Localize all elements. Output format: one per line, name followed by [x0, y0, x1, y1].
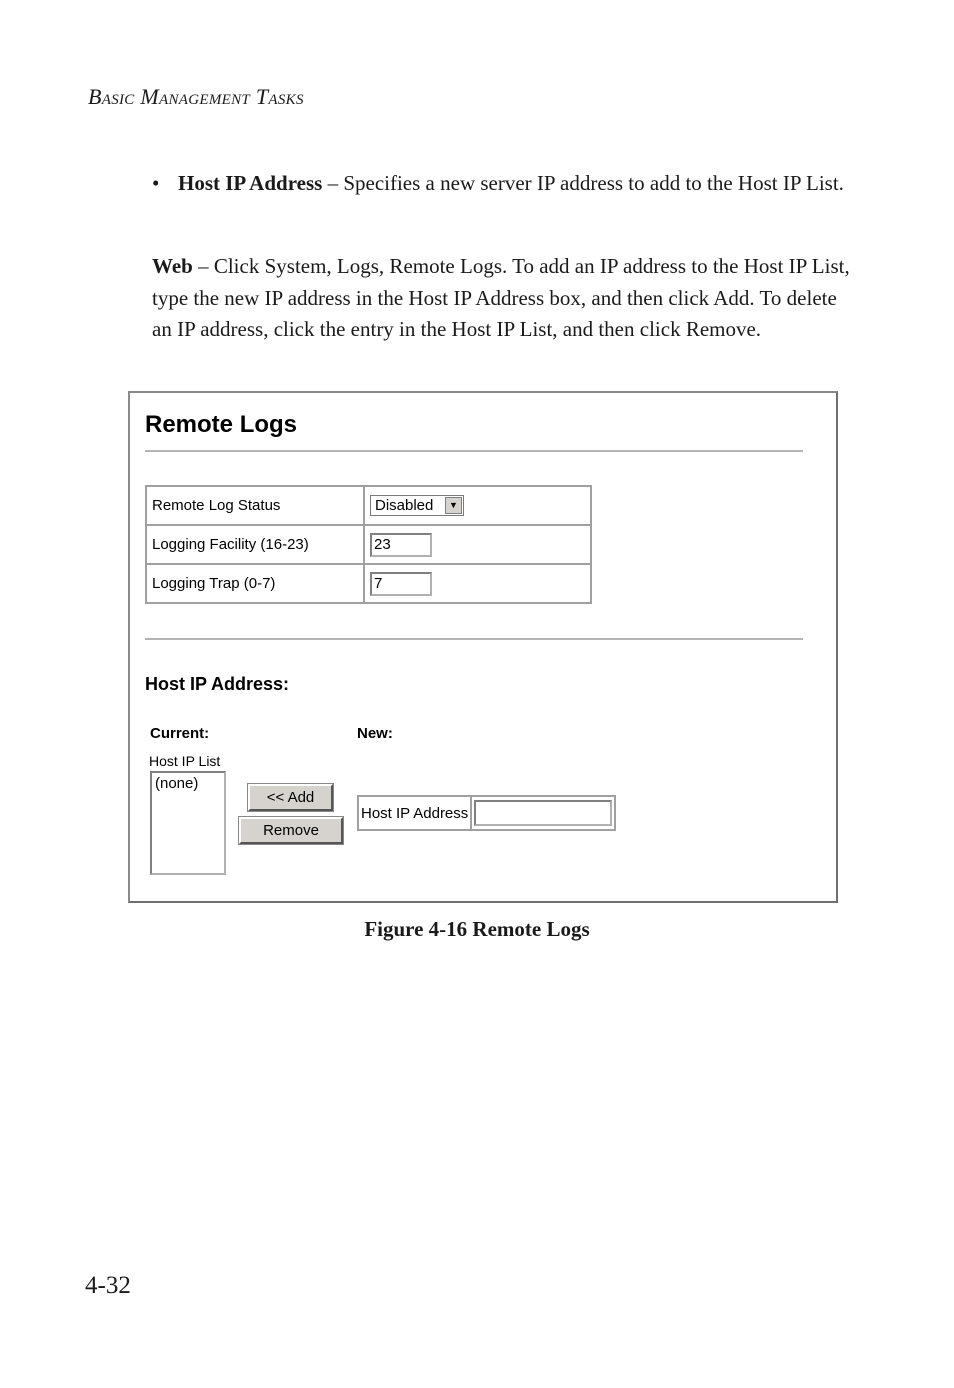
settings-table [145, 485, 592, 604]
host-ip-address-input[interactable] [474, 800, 612, 826]
remote-log-status-cell [364, 486, 591, 525]
logging-facility-label: Logging Facility (16-23) [146, 525, 364, 564]
running-header: Basic Management Tasks [88, 84, 304, 109]
bullet-dot: • [152, 171, 160, 195]
bullet-text [178, 168, 850, 199]
host-ip-list[interactable] [150, 771, 226, 875]
bullet-term: Host IP Address [178, 171, 323, 195]
figure-caption: Figure 4-16 Remote Logs [364, 917, 590, 941]
new-label: New: [357, 725, 393, 742]
host-ip-address-cell [471, 796, 615, 830]
logging-trap-cell [364, 564, 591, 603]
remote-logs-screenshot [128, 391, 838, 903]
host-ip-section-title: Host IP Address: [145, 674, 290, 694]
web-paragraph [152, 251, 852, 346]
host-ip-list-label: Host IP List [149, 753, 221, 769]
remote-log-status-label: Remote Log Status [146, 486, 364, 525]
web-text: – Click System, Logs, Remote Logs. To add an IP address to the Host IP List, type the new IP address in the Host IP Address box, and then click Add. To delete an IP address, click the entry in the Host IP List, and then click Remove. [152, 254, 850, 341]
current-label: Current: [150, 725, 210, 742]
logging-trap-input[interactable]: 7 [370, 572, 432, 596]
logging-trap-label: Logging Trap (0-7) [146, 564, 364, 603]
select-value: Disabled [375, 497, 434, 514]
web-label: Web [152, 254, 193, 278]
page-title: Remote Logs [145, 411, 298, 438]
table-row [146, 564, 591, 603]
bullet-description: – Specifies a new server IP address to add to the Host IP List. [322, 171, 844, 195]
table-row [358, 796, 615, 830]
logging-facility-input[interactable]: 23 [370, 533, 432, 557]
remote-log-status-select[interactable] [370, 495, 464, 516]
host-ip-address-label: Host IP Address [358, 796, 471, 830]
remove-button[interactable]: Remove [239, 817, 343, 844]
page-number: 4-32 [85, 1272, 131, 1299]
chevron-down-icon[interactable]: ▼ [445, 497, 462, 514]
new-host-table [357, 795, 616, 831]
title-divider [145, 450, 803, 452]
list-item[interactable]: (none) [155, 775, 199, 792]
add-button[interactable]: << Add [248, 784, 333, 811]
logging-facility-cell [364, 525, 591, 564]
section-divider [145, 638, 803, 640]
table-row [146, 525, 591, 564]
table-row [146, 486, 591, 525]
